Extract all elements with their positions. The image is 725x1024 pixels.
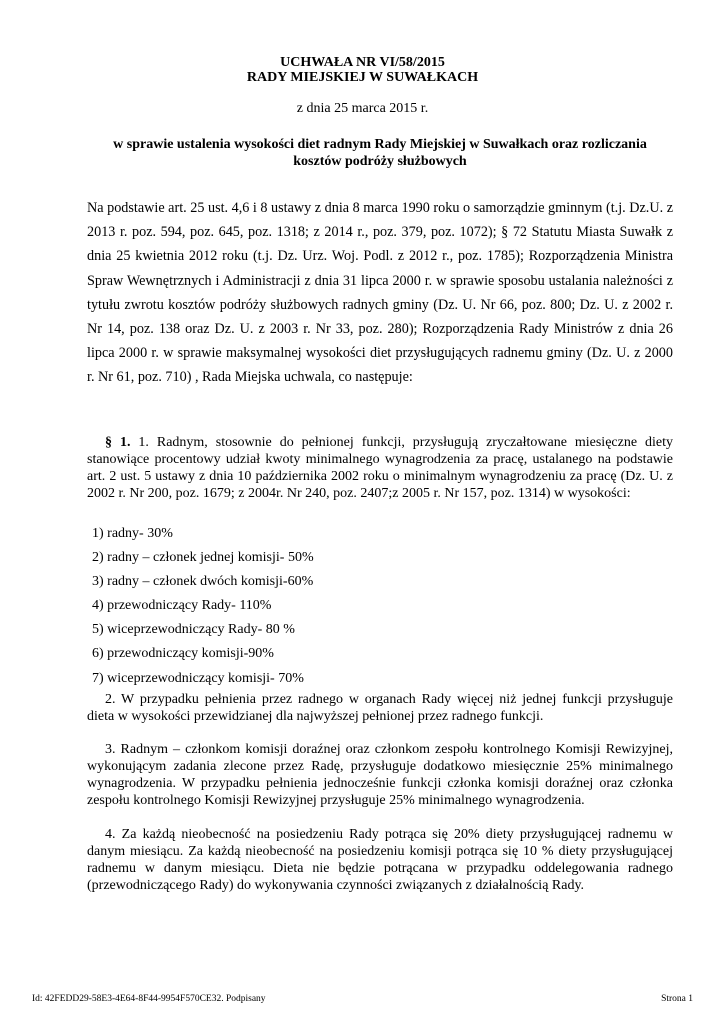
- document-id-footer: Id: 42FEDD29-58E3-4E64-8F44-9954F570CE32. Podpisany: [32, 994, 266, 1004]
- list-item: 5) wiceprzewodniczący Rady- 80 %: [92, 622, 295, 638]
- list-item: 7) wiceprzewodniczący komisji- 70%: [92, 670, 304, 686]
- section-1-point-3: [87, 741, 673, 809]
- resolution-date: z dnia 25 marca 2015 r.: [296, 101, 429, 116]
- council-name: RADY MIEJSKIEJ W SUWAŁKACH: [246, 70, 479, 85]
- section-1-point-4: [87, 826, 673, 894]
- preamble: Na podstawie art. 25 ust. 4,6 i 8 ustawy z dnia 8 marca 1990 roku o samorządzie gminnym (t.j. Dz.U. z 2013 r. poz. 594, poz. 645, poz. 1318; z 2014 r., poz. 379, poz. 1072); § 72 Statutu Miasta Suwałk z dnia 25 kwietnia 2012 roku (t.j. Dz. Urz. Woj. Podl. z 2012 r., poz. 1785); Rozporządzenia Ministra Spraw Wewnętrznych i Administracji z dnia 31 lipca 2000 r. w sprawie sposobu ustalania należności z tytułu zwrotu kosztów podróży służbowych radnych gminy (Dz. U. Nr 66, poz. 800; Dz. U. z 2002 r. Nr 14, poz. 138 oraz Dz. U. z 2003 r. Nr 33, poz. 280); Rozporządzenia Rady Ministrów z dnia 26 lipca 2000 r. w sprawie maksymalnej wysokości diet przysługujących radnemu gminy (Dz. U. z 2000 r. Nr 61, poz. 710) , Rada Miejska uchwala, co następuje:: [87, 200, 673, 386]
- section-1-intro-text: 1. Radnym, stosownie do pełnionej funkcji, przysługują zryczałtowane miesięczne diety stanowiące procentowy udział kwoty minimalnego wynagrodzenia za pracę, ustalanego na podstawie art. 2 ust. 5 ustawy z dnia 10 października 2002 roku o minimalnym wynagrodzeniu za pracę (Dz. U. z 2002 r. Nr 200, poz. 1679; z 2004r. Nr 240, poz. 2407;z 2005 r. Nr 157, poz. 1314) w wysokości:: [87, 435, 673, 501]
- list-item: 1) radny- 30%: [92, 526, 173, 541]
- point-2-text: 2. W przypadku pełnienia przez radnego w organach Rady więcej niż jednej funkcji przysługuje dieta w wysokości przewidzianej dla najwyższej pełnionej przez radnego funkcji.: [87, 692, 673, 724]
- section-1-point-2: [87, 691, 673, 725]
- list-item: 2) radny – członek jednej komisji- 50%: [92, 550, 314, 566]
- rates-list: [92, 522, 314, 691]
- list-item: 3) radny – członek dwóch komisji-60%: [92, 574, 314, 590]
- page-number: Strona 1: [661, 994, 693, 1004]
- resolution-subject: w sprawie ustalenia wysokości diet radnym Rady Miejskiej w Suwałkach oraz rozliczania kosztów podróży służbowych: [113, 137, 647, 169]
- list-item: 4) przewodniczący Rady- 110%: [92, 598, 272, 614]
- list-item: 6) przewodniczący komisji-90%: [92, 646, 274, 662]
- resolution-number: UCHWAŁA NR VI/58/2015: [280, 55, 445, 70]
- section-1-intro: [87, 434, 673, 502]
- point-4-text: 4. Za każdą nieobecność na posiedzeniu Rady potrąca się 20% diety przysługującej radnemu w danym miesiącu. Za każdą nieobecność na posiedzeniu komisji potrąca się 10 % diety przysługującej radnemu w danym miesiącu. Dieta nie będzie potrącana w przypadku oddelegowania radnego (przewodniczącego Rady) do wykonywania czynności związanych z działalnością Rady.: [87, 827, 673, 893]
- point-3-text: 3. Radnym – członkom komisji doraźnej oraz członkom zespołu kontrolnego Komisji Rewizyjnej, wykonującym zadania zlecone przez Radę, przysługuje dodatkowo miesięcznie 25% minimalnego wynagrodzenia. W przypadku pełnienia jednocześnie funkcji członka komisji doraźnej oraz członka zespołu kontrolnego Komisji Rewizyjnej przysługuje 25% minimalnego wynagrodzenia.: [87, 742, 673, 808]
- section-marker: § 1.: [105, 435, 131, 450]
